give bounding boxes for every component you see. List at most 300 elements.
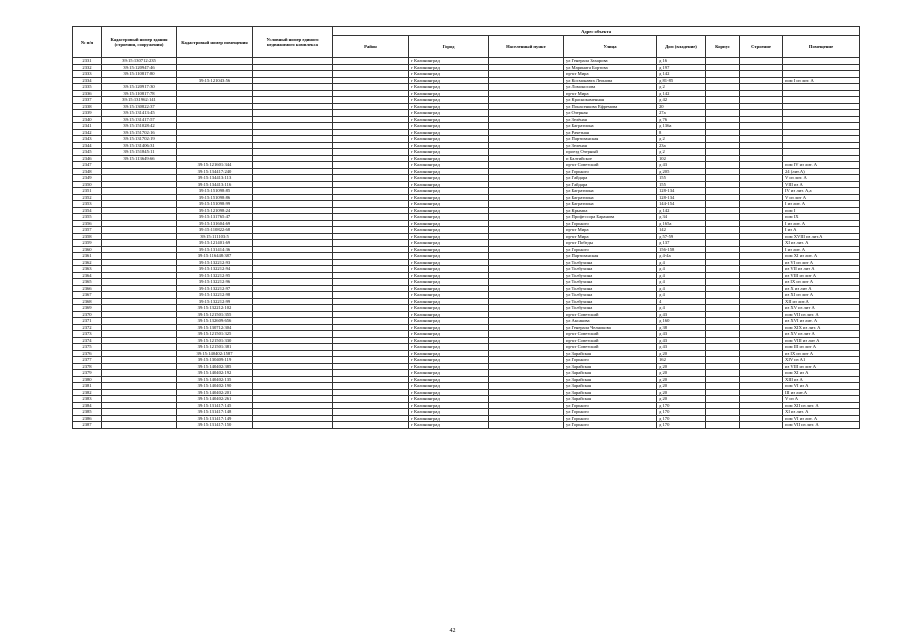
cell-pomeschenie: I из лит. А [783, 220, 860, 227]
cell-ulitsa: ул Горького [564, 220, 657, 227]
cell-num: 2359 [73, 240, 102, 247]
cell-dom: д 142 [657, 90, 706, 97]
header-np: Населенный пункт [489, 36, 564, 58]
cell-ulitsa: ул Горького [564, 422, 657, 429]
cell-dom: 128-134 [657, 188, 706, 195]
cell-num: 2373 [73, 331, 102, 338]
cell-num: 2363 [73, 266, 102, 273]
cell-num: 2349 [73, 175, 102, 182]
cell-dom: д 43 [657, 344, 706, 351]
cell-ulitsa: ул Генерала Челнокова [564, 324, 657, 331]
cell-pomeschenie: пом VII из лит. А [783, 311, 860, 318]
registry-table [72, 26, 860, 429]
cell-gorod: г Калининград [409, 103, 489, 110]
cell-ulitsa: ул Зеленая [564, 142, 657, 149]
cell-pomeschenie: пом XIX из лит. А [783, 324, 860, 331]
cell-pomeschenie: пом XII из лит. А [783, 402, 860, 409]
cell-cad-building: 39:15:131702:19 [102, 136, 177, 143]
cell-dom: д 4-4а [657, 253, 706, 260]
cell-dom: д 2 [657, 149, 706, 156]
cell-num: 2383 [73, 396, 102, 403]
cell-num: 2347 [73, 162, 102, 169]
cell-num: 2385 [73, 409, 102, 416]
cell-ulitsa: ул Зарайская [564, 363, 657, 370]
cell-num: 2340 [73, 116, 102, 123]
cell-ulitsa: пр-кт Победы [564, 240, 657, 247]
cell-gorod: г Калининград [409, 162, 489, 169]
cell-cad-room: 39:15:140402:135 [177, 376, 253, 383]
table-body [73, 58, 860, 429]
cell-ulitsa: ул Партизанская [564, 136, 657, 143]
cell-pomeschenie: пом I [783, 207, 860, 214]
cell-gorod: г Калининград [409, 175, 489, 182]
cell-ulitsa: пр-кт Советский [564, 331, 657, 338]
cell-dom: д 20 [657, 350, 706, 357]
cell-ulitsa: ул Зарайская [564, 350, 657, 357]
cell-num: 2362 [73, 259, 102, 266]
cell-pomeschenie: V из лит. А [783, 175, 860, 182]
cell-num: 2364 [73, 272, 102, 279]
cell-gorod: г Калининград [409, 71, 489, 78]
header-pomeschenie: Помещение [783, 36, 860, 58]
cell-num: 2338 [73, 103, 102, 110]
cell-num: 2342 [73, 129, 102, 136]
cell-dom: д 81-85 [657, 77, 706, 84]
header-address-group: Адрес объекта [333, 27, 860, 36]
cell-pomeschenie: пом XI из лит. А [783, 253, 860, 260]
cell-dom: д 205 [657, 168, 706, 175]
cell-cad-room: 39:15:131414:36 [177, 246, 253, 253]
cell-gorod: г Калининград [409, 396, 489, 403]
cell-ulitsa: ул Зарайская [564, 370, 657, 377]
header-cad-room: Кадастровый номер помещения [177, 27, 253, 58]
cell-num: 2370 [73, 311, 102, 318]
cell-cad-room: 39:15:132212:98 [177, 292, 253, 299]
cell-num: 2345 [73, 149, 102, 156]
cell-dom: д 16 [657, 58, 706, 65]
cell-gorod: г Калининград [409, 318, 489, 325]
page-number: 42 [449, 628, 456, 634]
cell-num: 2357 [73, 227, 102, 234]
cell-num: 2381 [73, 383, 102, 390]
cell-cad-room: 39:15:116448:387 [177, 253, 253, 260]
cell-dom: д 170 [657, 415, 706, 422]
cell-num: 2355 [73, 214, 102, 221]
cell-dom: 102 [657, 155, 706, 162]
cell-gorod: г Калининград [409, 110, 489, 117]
cell-cad-room: 39:15:121501:325 [177, 331, 253, 338]
cell-cad-building: 39:15:131413:45 [102, 110, 177, 117]
cell-ulitsa: ул Зелёная [564, 116, 657, 123]
cell-gorod: г Калининград [409, 422, 489, 429]
cell-pomeschenie: XIV из А1 [783, 357, 860, 364]
cell-cad-room: 39:15:151098:99 [177, 201, 253, 208]
cell-gorod: г Калининград [409, 363, 489, 370]
cell-ulitsa: ул Зарайская [564, 376, 657, 383]
cell-dom: д 76 [657, 116, 706, 123]
cell-cad-room: 39:15:121401:69 [177, 240, 253, 247]
cell-num: 2372 [73, 324, 102, 331]
header-ulitsa: Улица [564, 36, 657, 58]
cell-rayon [333, 422, 409, 429]
cell-cad-building: 39:15:110817:80 [102, 71, 177, 78]
cell-ulitsa: ул Рачетная [564, 129, 657, 136]
cell-cad-room: 39:15:121601:344 [177, 162, 253, 169]
cell-ulitsa: ул Горького [564, 357, 657, 364]
cell-num: 2335 [73, 84, 102, 91]
cell-num: 2365 [73, 279, 102, 286]
cell-gorod: г Калининград [409, 129, 489, 136]
cell-cad-room: 39:15:140402:192 [177, 370, 253, 377]
cell-ulitsa: ул Аксакова [564, 318, 657, 325]
cell-cad-building: 39:15:131417:57 [102, 116, 177, 123]
cell-cad-building: 39:15:151845:11 [102, 149, 177, 156]
cell-dom: д 20 [657, 396, 706, 403]
cell-ulitsa: ул Зарайская [564, 396, 657, 403]
cell-ulitsa: ул Озерная [564, 110, 657, 117]
cell-dom: д 43 [657, 331, 706, 338]
cell-num: 2371 [73, 318, 102, 325]
cell-pomeschenie: XI из лит. А [783, 409, 860, 416]
cell-ulitsa: пр-кт Советский [564, 162, 657, 169]
cell-dom: д 4 [657, 305, 706, 312]
cell-pomeschenie: XI из лит. А [783, 240, 860, 247]
cell-gorod: г Калининград [409, 246, 489, 253]
cell-gorod: г Калининград [409, 84, 489, 91]
cell-dom: д 20 [657, 376, 706, 383]
cell-ulitsa: ул Крымпа [564, 207, 657, 214]
cell-pomeschenie: из VI из лит А [783, 259, 860, 266]
cell-gorod: г Калининград [409, 181, 489, 188]
cell-gorod: г Калининград [409, 155, 489, 162]
cell-pomeschenie: I из А [783, 227, 860, 234]
cell-pomeschenie: из X из лит А [783, 285, 860, 292]
cell-num: 2332 [73, 64, 102, 71]
cell-dom: д 20 [657, 370, 706, 377]
cell-num: 2336 [73, 90, 102, 97]
cell-num: 2367 [73, 292, 102, 299]
cell-pomeschenie: XIII из А [783, 376, 860, 383]
cell-cad-building: 39:15:110817:78 [102, 90, 177, 97]
cell-cad-room: 39:15:121043:56 [177, 77, 253, 84]
cell-dom: 20 [657, 103, 706, 110]
cell-gorod: г Калининград [409, 357, 489, 364]
cell-cad-room: 39:15:131417:149 [177, 415, 253, 422]
header-gorod: Город [409, 36, 489, 58]
cell-dom: 27а [657, 110, 706, 117]
cell-gorod: г Калининград [409, 311, 489, 318]
cell-cad-room: 39:15:121501:381 [177, 344, 253, 351]
cell-num: 2382 [73, 389, 102, 396]
cell-num: 2353 [73, 201, 102, 208]
cell-ulitsa: ул Толбухина [564, 259, 657, 266]
cell-pomeschenie: I из лит. А [783, 246, 860, 253]
cell-gorod: г Калининград [409, 233, 489, 240]
cell-pomeschenie: из XV из лит А [783, 331, 860, 338]
cell-pomeschenie: пом VI из А [783, 383, 860, 390]
cell-pomeschenie: из IX из лит А [783, 279, 860, 286]
cell-gorod: г Калининград [409, 253, 489, 260]
cell-pomeschenie: V из лит А [783, 194, 860, 201]
cell-num: 2358 [73, 233, 102, 240]
cell-ulitsa: ул Толбухина [564, 279, 657, 286]
cell-gorod: г Калининград [409, 149, 489, 156]
cell-dom: д 2 [657, 136, 706, 143]
cell-dom: д 170 [657, 422, 706, 429]
cell-gorod: г Калининград [409, 123, 489, 130]
cell-gorod: г Калининград [409, 292, 489, 299]
cell-gorod: г Калининград [409, 415, 489, 422]
cell-gorod: г Калининград [409, 201, 489, 208]
cell-dom: 156-158 [657, 246, 706, 253]
cell-gorod: г Калининград [409, 285, 489, 292]
cell-gorod: г Калининград [409, 97, 489, 104]
cell-cad-room: 39:15:121098:24 [177, 207, 253, 214]
header-stroenie: Строение [740, 36, 783, 58]
cell-cad-room: 39:15:140402:201 [177, 389, 253, 396]
cell-gorod: г Калининград [409, 331, 489, 338]
cell-ulitsa: ул Толбухина [564, 298, 657, 305]
cell-cad-room: 39:15:140402:261 [177, 396, 253, 403]
cell-dom: д 137 [657, 240, 706, 247]
cell-cad-building: 39:15:131406:31 [102, 142, 177, 149]
cell-dom: д 20 [657, 363, 706, 370]
cell-dom: д 43 [657, 337, 706, 344]
cell-gorod: г Калининград [409, 136, 489, 143]
cell-gorod: г Калининград [409, 77, 489, 84]
cell-num: 2344 [73, 142, 102, 149]
cell-cad-room: 39:15:131417:148 [177, 409, 253, 416]
cell-ulitsa: ул Толбухина [564, 285, 657, 292]
cell-gorod: г Калининград [409, 389, 489, 396]
cell-ulitsa: пр-кт Советский [564, 344, 657, 351]
cell-pomeschenie: из XVI из лит. А [783, 318, 860, 325]
cell-ulitsa: ул Гайдара [564, 175, 657, 182]
cell-num: 2339 [73, 110, 102, 117]
cell-dom: д 38 [657, 324, 706, 331]
cell-cad-room: 39:15:130712:304 [177, 324, 253, 331]
cell-pomeschenie: V из А [783, 396, 860, 403]
cell-num: 2375 [73, 344, 102, 351]
cell-num: 2350 [73, 181, 102, 188]
cell-cad-building: 39:15:131962:141 [102, 97, 177, 104]
cell-dom: д 197 [657, 64, 706, 71]
cell-dom: д 4 [657, 279, 706, 286]
cell-cad-room: 39:15:132212:102 [177, 305, 253, 312]
cell-ulitsa: ул Партизанская [564, 253, 657, 260]
cell-num: 2376 [73, 350, 102, 357]
cell-ulitsa: ул Гайдара [564, 181, 657, 188]
cell-pomeschenie: I из лит. А [783, 201, 860, 208]
cell-pomeschenie: IV из лит. А,а [783, 188, 860, 195]
cell-ulitsa: ул Багратиона [564, 188, 657, 195]
cell-pomeschenie: из VIII из лит А [783, 272, 860, 279]
cell-cad-room: 39:15:131765:47 [177, 214, 253, 221]
cell-num: 2331 [73, 58, 102, 65]
cell-gorod: г Калининград [409, 214, 489, 221]
cell-pomeschenie: пом XVIII из лит.А [783, 233, 860, 240]
cell-cad-room: 39:15:131417:145 [177, 402, 253, 409]
cell-pomeschenie: из VIII из лит А [783, 363, 860, 370]
cell-num: 2341 [73, 123, 102, 130]
cell-korpus [706, 422, 740, 429]
cell-ulitsa: проезд Озерный [564, 149, 657, 156]
cell-ulitsa: пр-кт Мира [564, 227, 657, 234]
cell-num: 2348 [73, 168, 102, 175]
cell-cad-building: 39:15:120947:46 [102, 64, 177, 71]
cell-cad-building: 39:15:130712:235 [102, 58, 177, 65]
cell-dom: д 142 [657, 207, 706, 214]
cell-ulitsa: ул Краснокаменная [564, 97, 657, 104]
cell-ulitsa: ул Горького [564, 415, 657, 422]
cell-pomeschenie: XII из лит.А [783, 298, 860, 305]
cell-gorod: г Калининград [409, 298, 489, 305]
cell-ulitsa: пр-кт Мира [564, 90, 657, 97]
cell-gorod: г Калининград [409, 64, 489, 71]
cell-cad-room: 39:15:151098:85 [177, 188, 253, 195]
cell-ulitsa: пр-кт Мира [564, 233, 657, 240]
cell-num: 2374 [73, 337, 102, 344]
cell-dom: 155 [657, 175, 706, 182]
cell-cad-room: 39:15:132212:95 [177, 272, 253, 279]
cell-gorod: г Калининград [409, 227, 489, 234]
cell-num: 2333 [73, 71, 102, 78]
cell-gorod: г Калининград [409, 337, 489, 344]
cell-num: 2361 [73, 253, 102, 260]
cell-gorod: г Калининград [409, 383, 489, 390]
cell-dom: 142 [657, 227, 706, 234]
cell-cond-num [253, 422, 333, 429]
cell-ulitsa: ул Толбухина [564, 292, 657, 299]
cell-dom: д 2 [657, 84, 706, 91]
cell-ulitsa: ул Зарайская [564, 383, 657, 390]
cell-cad-room: 39:15:131417:150 [177, 422, 253, 429]
cell-dom: д 57-59 [657, 233, 706, 240]
cell-dom: д 160 [657, 318, 706, 325]
cell-dom: 162 [657, 357, 706, 364]
cell-cad-building: 39:15:130822:37 [102, 103, 177, 110]
cell-gorod: г Калининград [409, 116, 489, 123]
cell-dom: д 170 [657, 402, 706, 409]
cell-gorod: г Калининград [409, 90, 489, 97]
cell-ulitsa: ул Генерала Захарова [564, 58, 657, 65]
cell-pomeschenie: пом VIII из лит А [783, 337, 860, 344]
cell-cad-building: 39:15:151702:16 [102, 129, 177, 136]
cell-dom: д 20 [657, 383, 706, 390]
cell-ulitsa: ул Понасенкова Ефремова [564, 103, 657, 110]
cell-ulitsa: ул Горького [564, 409, 657, 416]
cell-ulitsa: ул Толбухина [564, 272, 657, 279]
cell-num: 2360 [73, 246, 102, 253]
cell-ulitsa: ул Багратиона [564, 201, 657, 208]
cell-cad-room: 39:15:132212:93 [177, 259, 253, 266]
cell-gorod: г Калининград [409, 402, 489, 409]
cell-gorod: г Калининград [409, 266, 489, 273]
cell-cad-building: 39:15:151028:42 [102, 123, 177, 130]
cell-cad-building: 39:15:120917:30 [102, 84, 177, 91]
cell-dom: д 170 [657, 409, 706, 416]
cell-dom: д 43 [657, 311, 706, 318]
cell-dom: 144-154 [657, 201, 706, 208]
cell-ulitsa: ул Ломоносова [564, 84, 657, 91]
cell-ulitsa: ул Горького [564, 246, 657, 253]
cell-cad-room: 39:15:121501:330 [177, 337, 253, 344]
cell-cad-room: 39:15:132212:97 [177, 285, 253, 292]
cell-np [489, 422, 564, 429]
cell-dom: д 142 [657, 71, 706, 78]
cell-gorod: г Калининград [409, 305, 489, 312]
header-cad-building: Кадастровый номер здания (строения, сооружения) [102, 27, 177, 58]
cell-num: 2369 [73, 305, 102, 312]
cell-gorod: г Калининград [409, 279, 489, 286]
cell-num: 2368 [73, 298, 102, 305]
cell-num: 2337 [73, 97, 102, 104]
cell-ulitsa: ул Профессора Баранова [564, 214, 657, 221]
cell-num: 2387 [73, 422, 102, 429]
cell-dom: 23а [657, 142, 706, 149]
cell-gorod: г Калининград [409, 272, 489, 279]
cell-dom: д 4 [657, 285, 706, 292]
cell-dom: д 4 [657, 272, 706, 279]
cell-cad-building [102, 422, 177, 429]
cell-gorod: г Калининград [409, 58, 489, 65]
cell-pomeschenie: пом III из лит А [783, 344, 860, 351]
cell-stroenie [740, 422, 783, 429]
cell-cad-room: 39:15:110822:68 [177, 227, 253, 234]
cell-num: 2386 [73, 415, 102, 422]
cell-pomeschenie: пом VI из лит. А [783, 415, 860, 422]
cell-ulitsa: ул Багратиона [564, 123, 657, 130]
cell-cad-room: 39:15:134417:240 [177, 168, 253, 175]
cell-num: 2377 [73, 357, 102, 364]
cell-gorod: г Калининград [409, 324, 489, 331]
cell-num: 2384 [73, 402, 102, 409]
cell-num: 2366 [73, 285, 102, 292]
cell-num: 2346 [73, 155, 102, 162]
cell-num: 2356 [73, 220, 102, 227]
cell-gorod: г Калининград [409, 220, 489, 227]
cell-num: 2380 [73, 376, 102, 383]
cell-pomeschenie: из XV из лит А [783, 305, 860, 312]
header-num: № п/п [73, 27, 102, 58]
cell-cad-room: 39:15:140402:385 [177, 363, 253, 370]
cell-num: 2334 [73, 77, 102, 84]
cell-ulitsa: ул Багратиона [564, 194, 657, 201]
cell-cad-room: 39:15:131604:69 [177, 220, 253, 227]
cell-dom: д 20 [657, 389, 706, 396]
cell-cad-room: 39:15:132212:99 [177, 298, 253, 305]
cell-dom: д 136а [657, 123, 706, 130]
cell-ulitsa: п Балтийское [564, 155, 657, 162]
cell-dom: д 34 [657, 214, 706, 221]
cell-dom: д 4 [657, 259, 706, 266]
cell-dom: д 4 [657, 266, 706, 273]
cell-gorod: г Калининград [409, 194, 489, 201]
cell-ulitsa: ул Горького [564, 168, 657, 175]
cell-cad-room: 39:15:140402:1587 [177, 350, 253, 357]
cell-gorod: г Калининград [409, 168, 489, 175]
cell-dom: д 42 [657, 97, 706, 104]
cell-ulitsa: ул Космонавта Леонова [564, 77, 657, 84]
cell-gorod: г Калининград [409, 240, 489, 247]
cell-gorod: г Калининград [409, 259, 489, 266]
cell-dom: 155 [657, 181, 706, 188]
cell-dom: 128-134 [657, 194, 706, 201]
cell-gorod: г Калининград [409, 207, 489, 214]
cell-pomeschenie: из IX из лит А [783, 350, 860, 357]
cell-ulitsa: ул Марината Бортова [564, 64, 657, 71]
cell-pomeschenie: III из лит.А [783, 389, 860, 396]
